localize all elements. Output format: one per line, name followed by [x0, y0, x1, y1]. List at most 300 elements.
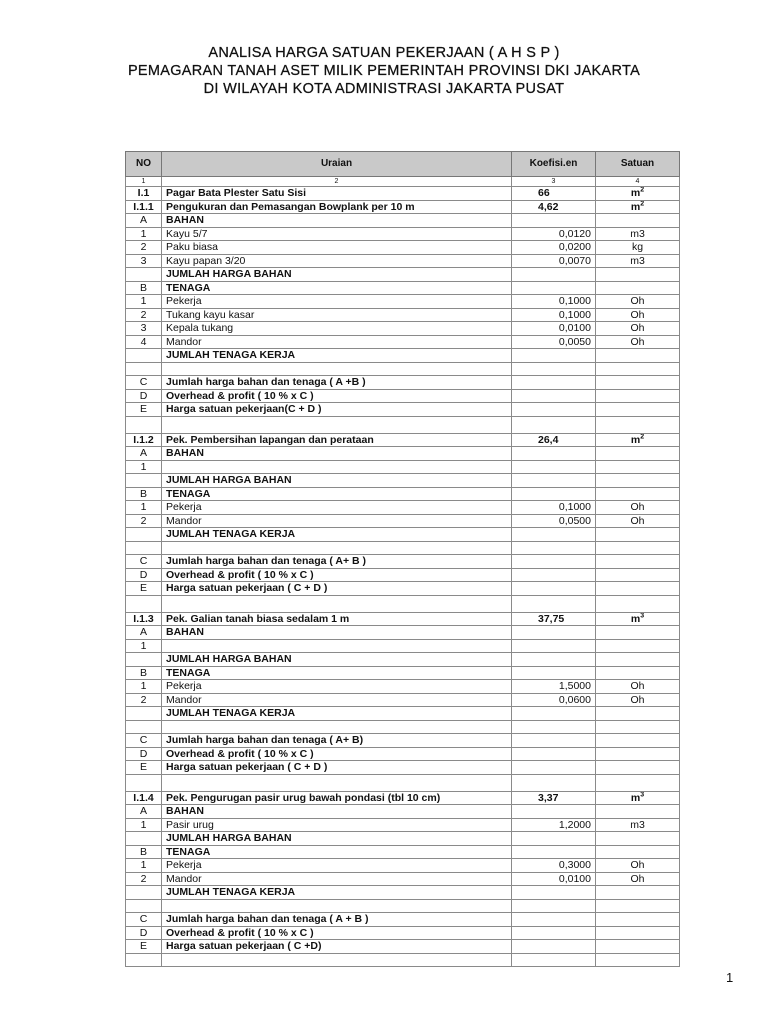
row-uraian: Paku biasa: [162, 241, 512, 255]
table-row: [126, 626, 680, 640]
row-satuan: [596, 761, 680, 775]
row-no: 2: [126, 872, 162, 886]
row-koefisien: [512, 389, 596, 403]
unit-exponent: 3: [640, 612, 645, 619]
empty-cell: [512, 595, 596, 612]
row-uraian: Kayu 5/7: [162, 227, 512, 241]
row-no: B: [126, 666, 162, 680]
empty-cell: [126, 362, 162, 376]
empty-cell: [596, 953, 680, 967]
row-satuan: [596, 389, 680, 403]
row-satuan: [596, 241, 680, 255]
row-uraian: Jumlah harga bahan dan tenaga ( A+ B ): [162, 555, 512, 569]
row-uraian: JUMLAH HARGA BAHAN: [162, 653, 512, 667]
empty-cell: [162, 774, 512, 791]
row-satuan: [596, 832, 680, 846]
empty-cell: [162, 541, 512, 555]
row-uraian: Mandor: [162, 514, 512, 528]
table-row: [126, 680, 680, 694]
empty-cell: [512, 953, 596, 967]
row-no: [126, 349, 162, 363]
row-satuan: [596, 612, 680, 626]
row-koefisien: 1,5000: [512, 680, 596, 694]
table-row: [126, 187, 680, 201]
index-cell: 4: [596, 177, 680, 187]
row-koefisien: [512, 460, 596, 474]
table-row: [126, 595, 680, 612]
row-satuan: [596, 487, 680, 501]
row-no: I.1.2: [126, 433, 162, 447]
empty-cell: [162, 595, 512, 612]
table-row: [126, 913, 680, 927]
row-uraian: JUMLAH TENAGA KERJA: [162, 707, 512, 721]
header-koefisien: Koefisi.en: [512, 152, 596, 177]
empty-cell: [596, 416, 680, 433]
empty-cell: [596, 362, 680, 376]
table-row: [126, 308, 680, 322]
row-koefisien: 0,1000: [512, 501, 596, 515]
table-row: [126, 447, 680, 461]
unit-exponent: 2: [640, 433, 645, 440]
row-koefisien: [512, 734, 596, 748]
row-satuan: [596, 460, 680, 474]
row-satuan: [596, 349, 680, 363]
row-uraian: JUMLAH TENAGA KERJA: [162, 528, 512, 542]
table-row: [126, 241, 680, 255]
row-koefisien: [512, 940, 596, 954]
row-koefisien: [512, 761, 596, 775]
row-koefisien: 26,4: [512, 433, 596, 447]
row-no: D: [126, 926, 162, 940]
empty-cell: [512, 541, 596, 555]
unit-text: Oh: [630, 693, 645, 706]
table-row: [126, 474, 680, 488]
row-no: I.1: [126, 187, 162, 201]
row-koefisien: [512, 845, 596, 859]
row-no: 4: [126, 335, 162, 349]
unit-text: m: [630, 433, 641, 446]
row-satuan: [596, 707, 680, 721]
title-line-2: PEMAGARAN TANAH ASET MILIK PEMERINTAH PROVINSI DKI JAKARTA: [127, 63, 641, 79]
row-uraian: Jumlah harga bahan dan tenaga ( A + B ): [162, 913, 512, 927]
row-koefisien: [512, 403, 596, 417]
row-koefisien: [512, 555, 596, 569]
column-index-row: [126, 177, 680, 187]
empty-cell: [512, 416, 596, 433]
row-uraian: TENAGA: [162, 487, 512, 501]
unit-text: Oh: [630, 859, 645, 871]
table-row: [126, 859, 680, 873]
row-no: [126, 653, 162, 667]
row-uraian: Jumlah harga bahan dan tenaga ( A+ B): [162, 734, 512, 748]
table-row: [126, 487, 680, 501]
row-satuan: [596, 818, 680, 832]
row-koefisien: [512, 214, 596, 228]
empty-cell: [162, 416, 512, 433]
empty-cell: [162, 899, 512, 913]
row-satuan: [596, 568, 680, 582]
table-row: [126, 805, 680, 819]
table-row: [126, 555, 680, 569]
table-row: [126, 791, 680, 805]
unit-text: kg: [631, 241, 644, 253]
unit-text: m3: [630, 227, 645, 240]
row-satuan: [596, 872, 680, 886]
row-no: D: [126, 747, 162, 761]
row-no: C: [126, 376, 162, 390]
unit-text: m3: [630, 818, 645, 831]
row-uraian: Kepala tukang: [162, 322, 512, 336]
row-koefisien: 0,1000: [512, 295, 596, 309]
table-row: [126, 541, 680, 555]
row-satuan: [596, 214, 680, 228]
row-uraian: Harga satuan pekerjaan ( C + D ): [162, 761, 512, 775]
unit-exponent: 2: [640, 186, 645, 194]
table-row: [126, 653, 680, 667]
table-row: [126, 416, 680, 433]
row-no: A: [126, 214, 162, 228]
row-no: 2: [126, 514, 162, 528]
row-no: [126, 886, 162, 900]
row-satuan: [596, 693, 680, 707]
table-row: [126, 403, 680, 417]
row-no: 2: [126, 693, 162, 707]
row-uraian: Pekerja: [162, 680, 512, 694]
row-koefisien: 0,0100: [512, 322, 596, 336]
empty-cell: [512, 774, 596, 791]
row-no: C: [126, 734, 162, 748]
row-koefisien: 1,2000: [512, 818, 596, 832]
header-uraian: Uraian: [162, 152, 512, 177]
row-satuan: [596, 200, 680, 214]
table-row: [126, 832, 680, 846]
row-koefisien: [512, 281, 596, 295]
row-uraian: Pek. Pengurugan pasir urug bawah pondasi (tbl 10 cm): [162, 791, 512, 805]
row-no: I.1.3: [126, 612, 162, 626]
title-line-1: ANALISA HARGA SATUAN PEKERJAAN ( A H S P ): [208, 45, 560, 61]
row-no: [126, 707, 162, 721]
table-row: [126, 639, 680, 653]
table-row: [126, 872, 680, 886]
row-satuan: [596, 474, 680, 488]
empty-cell: [512, 362, 596, 376]
row-uraian: Harga satuan pekerjaan ( C + D ): [162, 582, 512, 596]
table-row: [126, 460, 680, 474]
row-koefisien: [512, 528, 596, 542]
empty-cell: [126, 720, 162, 734]
row-no: D: [126, 389, 162, 403]
page-number: 1: [726, 970, 734, 985]
table-row: [126, 818, 680, 832]
row-satuan: [596, 376, 680, 390]
row-satuan: [596, 403, 680, 417]
table-row: [126, 761, 680, 775]
table-row: [126, 720, 680, 734]
row-koefisien: 3,37: [512, 791, 596, 805]
unit-text: m: [630, 200, 641, 213]
row-no: A: [126, 447, 162, 461]
row-satuan: [596, 227, 680, 241]
row-uraian: Pek. Pembersihan lapangan dan perataan: [162, 433, 512, 447]
table-row: [126, 376, 680, 390]
table-row: [126, 362, 680, 376]
unit-exponent: 2: [640, 200, 645, 207]
row-no: 1: [126, 295, 162, 309]
table-row: [126, 268, 680, 282]
table-body: [126, 187, 680, 967]
row-no: [126, 268, 162, 282]
empty-cell: [596, 720, 680, 734]
row-no: 1: [126, 460, 162, 474]
row-koefisien: 0,0050: [512, 335, 596, 349]
row-no: 2: [126, 308, 162, 322]
unit-text: m: [630, 612, 641, 625]
table-row: [126, 582, 680, 596]
row-uraian: BAHAN: [162, 447, 512, 461]
row-koefisien: 0,0100: [512, 872, 596, 886]
row-koefisien: [512, 582, 596, 596]
row-satuan: [596, 791, 680, 805]
row-koefisien: [512, 653, 596, 667]
row-no: 1: [126, 639, 162, 653]
index-cell: 1: [126, 177, 162, 187]
row-uraian: Overhead & profit ( 10 % x C ): [162, 389, 512, 403]
row-satuan: [596, 805, 680, 819]
unit-text: Oh: [630, 680, 645, 692]
row-no: B: [126, 845, 162, 859]
row-satuan: [596, 295, 680, 309]
document-title: [0, 44, 768, 98]
row-no: E: [126, 761, 162, 775]
row-no: 1: [126, 680, 162, 694]
unit-text: Oh: [630, 308, 645, 321]
row-koefisien: [512, 376, 596, 390]
row-koefisien: 0,0120: [512, 227, 596, 241]
row-koefisien: 4,62: [512, 200, 596, 214]
row-no: C: [126, 555, 162, 569]
row-no: B: [126, 281, 162, 295]
index-cell: 3: [512, 177, 596, 187]
table-row: [126, 953, 680, 967]
row-uraian: Pekerja: [162, 859, 512, 873]
table-row: [126, 281, 680, 295]
row-uraian: BAHAN: [162, 214, 512, 228]
empty-cell: [596, 595, 680, 612]
table-row: [126, 886, 680, 900]
table-row: [126, 940, 680, 954]
row-uraian: Harga satuan pekerjaan(C + D ): [162, 403, 512, 417]
table-row: [126, 322, 680, 336]
row-satuan: [596, 845, 680, 859]
row-uraian: Mandor: [162, 693, 512, 707]
row-uraian: BAHAN: [162, 805, 512, 819]
table-row: [126, 734, 680, 748]
row-uraian: TENAGA: [162, 845, 512, 859]
row-koefisien: [512, 913, 596, 927]
table-row: [126, 926, 680, 940]
table-header-row: [126, 152, 680, 177]
row-satuan: [596, 747, 680, 761]
row-no: [126, 528, 162, 542]
row-uraian: TENAGA: [162, 666, 512, 680]
unit-text: Oh: [630, 295, 645, 307]
table-row: [126, 514, 680, 528]
table-row: [126, 295, 680, 309]
table-row: [126, 612, 680, 626]
row-uraian: Kayu papan 3/20: [162, 254, 512, 268]
row-uraian: TENAGA: [162, 281, 512, 295]
row-uraian: Pekerja: [162, 295, 512, 309]
row-koefisien: 0,1000: [512, 308, 596, 322]
unit-text: Oh: [630, 514, 645, 527]
table-row: [126, 693, 680, 707]
row-uraian: Mandor: [162, 335, 512, 349]
table-row: [126, 200, 680, 214]
row-satuan: [596, 940, 680, 954]
row-uraian: Tukang kayu kasar: [162, 308, 512, 322]
row-koefisien: [512, 886, 596, 900]
row-koefisien: 37,75: [512, 612, 596, 626]
row-koefisien: 0,0500: [512, 514, 596, 528]
table-row: [126, 528, 680, 542]
table-row: [126, 389, 680, 403]
row-satuan: [596, 555, 680, 569]
row-no: A: [126, 805, 162, 819]
row-satuan: [596, 859, 680, 873]
row-uraian: JUMLAH TENAGA KERJA: [162, 886, 512, 900]
row-koefisien: [512, 568, 596, 582]
row-no: I.1.1: [126, 200, 162, 214]
row-satuan: [596, 281, 680, 295]
empty-cell: [162, 362, 512, 376]
unit-text: Oh: [630, 872, 645, 885]
row-satuan: [596, 433, 680, 447]
header-satuan: Satuan: [596, 152, 680, 177]
row-satuan: [596, 308, 680, 322]
row-koefisien: [512, 747, 596, 761]
row-no: C: [126, 913, 162, 927]
row-satuan: [596, 187, 680, 201]
row-koefisien: 0,3000: [512, 859, 596, 873]
row-uraian: Pagar Bata Plester Satu Sisi: [162, 187, 512, 201]
row-no: E: [126, 940, 162, 954]
row-satuan: [596, 666, 680, 680]
row-koefisien: [512, 487, 596, 501]
row-no: 1: [126, 818, 162, 832]
row-satuan: [596, 926, 680, 940]
row-uraian: JUMLAH HARGA BAHAN: [162, 832, 512, 846]
unit-text: m3: [630, 254, 645, 267]
table-row: [126, 845, 680, 859]
row-uraian: Overhead & profit ( 10 % x C ): [162, 926, 512, 940]
empty-cell: [126, 595, 162, 612]
row-no: 1: [126, 859, 162, 873]
row-uraian: [162, 639, 512, 653]
table-row: [126, 774, 680, 791]
unit-text: Oh: [630, 335, 645, 348]
row-uraian: Pengukuran dan Pemasangan Bowplank per 10 m: [162, 200, 512, 214]
table-row: [126, 899, 680, 913]
row-satuan: [596, 653, 680, 667]
empty-cell: [512, 720, 596, 734]
row-satuan: [596, 626, 680, 640]
row-satuan: [596, 501, 680, 515]
row-no: E: [126, 582, 162, 596]
row-satuan: [596, 514, 680, 528]
row-koefisien: [512, 666, 596, 680]
unit-exponent: 3: [640, 791, 645, 798]
row-koefisien: [512, 926, 596, 940]
empty-cell: [596, 899, 680, 913]
empty-cell: [126, 774, 162, 791]
row-koefisien: 0,0600: [512, 693, 596, 707]
title-line-3: DI WILAYAH KOTA ADMINISTRASI JAKARTA PUSAT: [203, 81, 565, 97]
unit-text: Oh: [630, 501, 645, 513]
header-no: NO: [126, 152, 162, 177]
row-satuan: [596, 335, 680, 349]
row-satuan: [596, 913, 680, 927]
row-uraian: JUMLAH HARGA BAHAN: [162, 474, 512, 488]
row-koefisien: [512, 805, 596, 819]
row-koefisien: [512, 639, 596, 653]
row-uraian: Overhead & profit ( 10 % x C ): [162, 747, 512, 761]
row-koefisien: [512, 349, 596, 363]
row-uraian: JUMLAH HARGA BAHAN: [162, 268, 512, 282]
index-cell: 2: [162, 177, 512, 187]
row-no: 3: [126, 254, 162, 268]
empty-cell: [512, 899, 596, 913]
table-row: [126, 214, 680, 228]
row-no: E: [126, 403, 162, 417]
row-no: 3: [126, 322, 162, 336]
row-koefisien: [512, 832, 596, 846]
empty-cell: [596, 541, 680, 555]
empty-cell: [126, 953, 162, 967]
row-koefisien: 0,0200: [512, 241, 596, 255]
empty-cell: [162, 720, 512, 734]
unit-text: m: [630, 791, 641, 804]
row-no: D: [126, 568, 162, 582]
empty-cell: [162, 953, 512, 967]
row-satuan: [596, 447, 680, 461]
row-no: 2: [126, 241, 162, 255]
row-uraian: BAHAN: [162, 626, 512, 640]
row-no: I.1.4: [126, 791, 162, 805]
row-uraian: Jumlah harga bahan dan tenaga ( A +B ): [162, 376, 512, 390]
row-no: 1: [126, 227, 162, 241]
row-no: A: [126, 626, 162, 640]
ahsp-table: [125, 151, 680, 967]
row-uraian: Overhead & profit ( 10 % x C ): [162, 568, 512, 582]
row-satuan: [596, 582, 680, 596]
row-satuan: [596, 639, 680, 653]
row-koefisien: [512, 626, 596, 640]
table-row: [126, 666, 680, 680]
table-row: [126, 349, 680, 363]
row-uraian: [162, 460, 512, 474]
empty-cell: [596, 774, 680, 791]
table-row: [126, 335, 680, 349]
table-row: [126, 433, 680, 447]
row-satuan: [596, 268, 680, 282]
row-koefisien: [512, 447, 596, 461]
unit-text: Oh: [630, 322, 645, 334]
empty-cell: [126, 541, 162, 555]
row-uraian: Mandor: [162, 872, 512, 886]
row-satuan: [596, 254, 680, 268]
row-no: [126, 832, 162, 846]
row-no: 1: [126, 501, 162, 515]
